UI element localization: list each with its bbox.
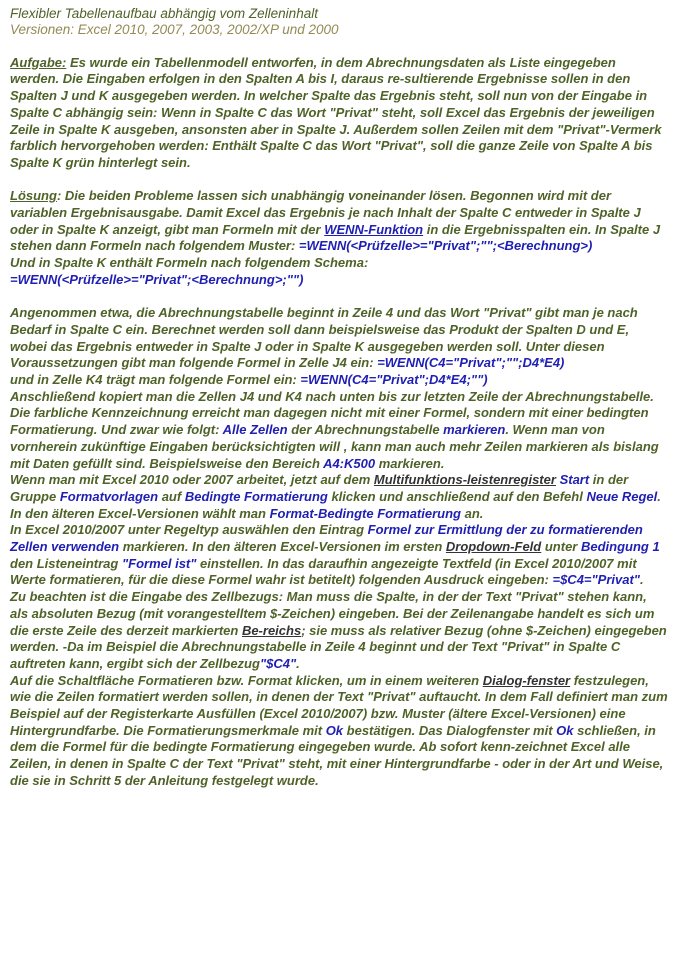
bedingung-1: Bedingung 1	[580, 539, 660, 555]
text-p19: ; sie muss als relativer Bezug (ohne $-Zeichen) eingegeben werden. -Da im Beispiel die Abrechnungstabelle in Zeile 4 beginnt und der Text "Privat" in Spalte C auftreten kann, ergibt sich der Zellbezug	[10, 622, 667, 671]
wenn-funktion-link[interactable]: WENN-Funktion	[324, 221, 424, 237]
spacer	[10, 289, 668, 306]
text-p15: unter	[541, 539, 581, 555]
example-paragraph	[10, 305, 668, 372]
versions-line: Versionen: Excel 2010, 2007, 2003, 2002/XP und 2000	[10, 22, 339, 37]
text-p23: schließen, in dem die Formel für die bedingte Formatierung eingegeben wurde. Ab sofort kenn-zeichnet Excel alle Zeilen, in denen in Spalte C der Text "Privat" steht, mit einer Hintergrundfarbe - oder in der Art und Weise, die sie in Schritt 5 der Anleitung festgelegt wurde.	[10, 722, 664, 788]
bedingte-formatierung-command: Bedingte Formatierung	[184, 488, 328, 504]
text-p17: einstellen. In das daraufhin angezeigte Textfeld (in Excel 2010/2007 mit Werte formatieren, für die diese Formel wahr ist betitelt) folgenden Ausdruck eingeben:	[10, 555, 637, 588]
formel-zur-ermittlung-option: Formel zur Ermittlung der zu formatierenden Zellen verwenden	[10, 522, 643, 555]
text-p22: bestätigen. Das Dialogfenster mit	[343, 722, 557, 738]
period: .	[296, 655, 300, 671]
loesung-text-1: Die beiden Probleme lassen sich unabhängig voneinander lösen. Begonnen wird mit der variablen Ergebnisausgabe. Damit Excel das Ergebnis je nach Inhalt der Spalte C entweder in Spalte J oder in Spalte K anzeigt, gibt man Formeln mit der	[10, 188, 641, 237]
dialogfenster-link[interactable]: Dialog-fenster	[482, 672, 571, 688]
loesung-label: Lösung	[10, 188, 57, 204]
text-p18: Zu beachten ist die Eingabe des Zellbezugs: Man muss die Spalte, in der der Text "Privat" stehen kann, als absoluten Bezug (mit vorangestelltem $-Zeichen) eingeben. Bei der Zeilenangabe handelt es sich um die erste Zeile des derzeit markierten	[10, 589, 655, 638]
text-p21: festzulegen, wie die Zeilen formatiert werden sollen, in denen der Text "Privat" auftaucht. In dem Fall definiert man zum Beispiel auf der Registerkarte Ausfüllen (Excel 2010/2007) bzw. Muster (ältere Excel-Versionen) eine Hintergrundfarbe. Die Formatierungsmerkmale mit	[10, 672, 668, 738]
formatieren-paragraph	[10, 673, 668, 790]
text-p9: auf	[158, 488, 185, 504]
aufgabe-paragraph	[10, 55, 668, 172]
spacer	[10, 172, 668, 189]
formatting-paragraph	[10, 389, 668, 473]
formula-spalte-j: =WENN(<Prüfzelle>="Privat";"";<Berechnung>)	[298, 238, 593, 254]
period: .	[639, 572, 644, 588]
format-bedingte-menu: Format-Bedingte Formatierung	[269, 505, 461, 521]
text-p11: . In den älteren Excel-Versionen wählt man	[10, 488, 661, 521]
spacer	[10, 38, 668, 55]
text-p16: den Listeneintrag	[10, 555, 122, 571]
aufgabe-label: Aufgabe:	[10, 54, 67, 70]
alle-zellen: Alle Zellen	[222, 422, 288, 438]
formula-condition: =$C4="Privat"	[552, 572, 640, 588]
bereichs-link[interactable]: Be-reichs	[241, 622, 302, 638]
text-p10: klicken und anschließend auf den Befehl	[327, 488, 587, 504]
dropdown-feld-link[interactable]: Dropdown-Feld	[445, 539, 542, 555]
text-p13: In Excel 2010/2007 unter Regeltyp auswählen den Eintrag	[10, 522, 368, 538]
loesung-text-3: Und in Spalte K enthält Formeln nach folgendem Schema:	[10, 255, 369, 271]
ok-button-ref-1: Ok	[325, 722, 344, 738]
text-p5: . Wenn man von vornherein zukünftige Eingaben berücksichtigten will , kann man auch mehr Zeilen markieren als bislang mit Daten gefüllt sind. Beispielsweise den Bereich	[10, 422, 659, 471]
neue-regel-command: Neue Regel	[586, 488, 658, 504]
text-p12: an.	[461, 505, 484, 521]
zellbezug-paragraph	[10, 589, 668, 673]
k4-text: und in Zelle K4 trägt man folgende Formel ein:	[10, 372, 301, 388]
text-p4: der Abrechnungstabelle	[287, 422, 444, 438]
k4-paragraph	[10, 372, 668, 389]
text-p3: Anschließend kopiert man die Zellen J4 und K4 nach unten bis zur letzten Zeile der Abrechnungstabelle. Die farbliche Kennzeichnung erreicht man dagegen nicht mit einer Formel, sondern mit einer bedingten Formatierung. Und zwar wie folgt:	[10, 388, 654, 438]
formatvorlagen-group: Formatvorlagen	[59, 488, 159, 504]
formula-j4: =WENN(C4="Privat";"";D4*E4)	[377, 355, 565, 371]
start-tab: Start	[559, 472, 590, 488]
multifunktion-link[interactable]: Multifunktions-leistenregister	[373, 472, 556, 488]
markieren-action: markieren	[443, 422, 506, 438]
document	[10, 6, 668, 790]
text-p20: Auf die Schaltfläche Formatieren bzw. Format klicken, um in einem weiteren	[10, 672, 483, 688]
example-text-1: Angenommen etwa, die Abrechnungstabelle beginnt in Zeile 4 und das Wort "Privat" gibt man je nach Bedarf in Spalte C ein. Berechnet werden soll dann beispielsweise das Produkt der Spalten D und E, wobei das Ergebnis entweder in Spalte J oder in Spalte K ausgegeben werden soll. Unter diesen Voraussetzungen gibt man folgende Formel in Zelle J4 ein:	[10, 305, 638, 371]
range-a4-k500: A4:K500	[323, 455, 376, 471]
loesung-text-2: in die Ergebnisspalten ein. In Spalte J stehen dann Formeln nach folgendem Muster:	[10, 221, 661, 254]
text-p6: markieren.	[375, 455, 445, 471]
formula-spalte-k: =WENN(<Prüfzelle>="Privat";<Berechnung>;"")	[10, 271, 304, 287]
ribbon-paragraph	[10, 472, 668, 522]
loesung-colon: :	[56, 188, 62, 204]
ok-button-ref-2: Ok	[556, 722, 574, 738]
formel-ist-option: "Formel ist"	[121, 555, 197, 571]
text-p8: in der Gruppe	[10, 472, 629, 504]
formula-k4: =WENN(C4="Privat";D4*E4;"")	[300, 372, 488, 388]
document-title: Flexibler Tabellenaufbau abhängig vom Zelleninhalt	[10, 6, 318, 21]
loesung-paragraph	[10, 188, 668, 255]
zellbezug-c4: "$C4"	[259, 655, 297, 671]
text-p14: markieren. In den älteren Excel-Versionen im ersten	[119, 539, 446, 555]
regeltyp-paragraph	[10, 522, 668, 589]
text-p7: Wenn man mit Excel 2010 oder 2007 arbeitet, jetzt auf dem	[10, 472, 374, 488]
aufgabe-text: Es wurde ein Tabellenmodell entworfen, in dem Abrechnungsdaten als Liste eingegeben werden. Die Eingaben erfolgen in den Spalten A bis I, daraus re-sultierende Ergebnisse sollen in den Spalten J und K ausgegeben werden. In welcher Spalte das Ergebnis steht, soll nun von der Eingabe in Spalte C abhängig sein: Wenn in Spalte C das Wort "Privat" steht, soll Excel das Ergebnis der jeweiligen Zeile in Spalte K ausgeben, ansonsten aber in Spalte J. Außerdem sollen Zeilen mit dem "Privat"-Vermerk farblich hervorgehoben werden: Enthält Spalte C das Wort "Privat", soll die ganze Zeile von Spalte A bis Spalte K grün hinterlegt sein.	[10, 54, 662, 170]
